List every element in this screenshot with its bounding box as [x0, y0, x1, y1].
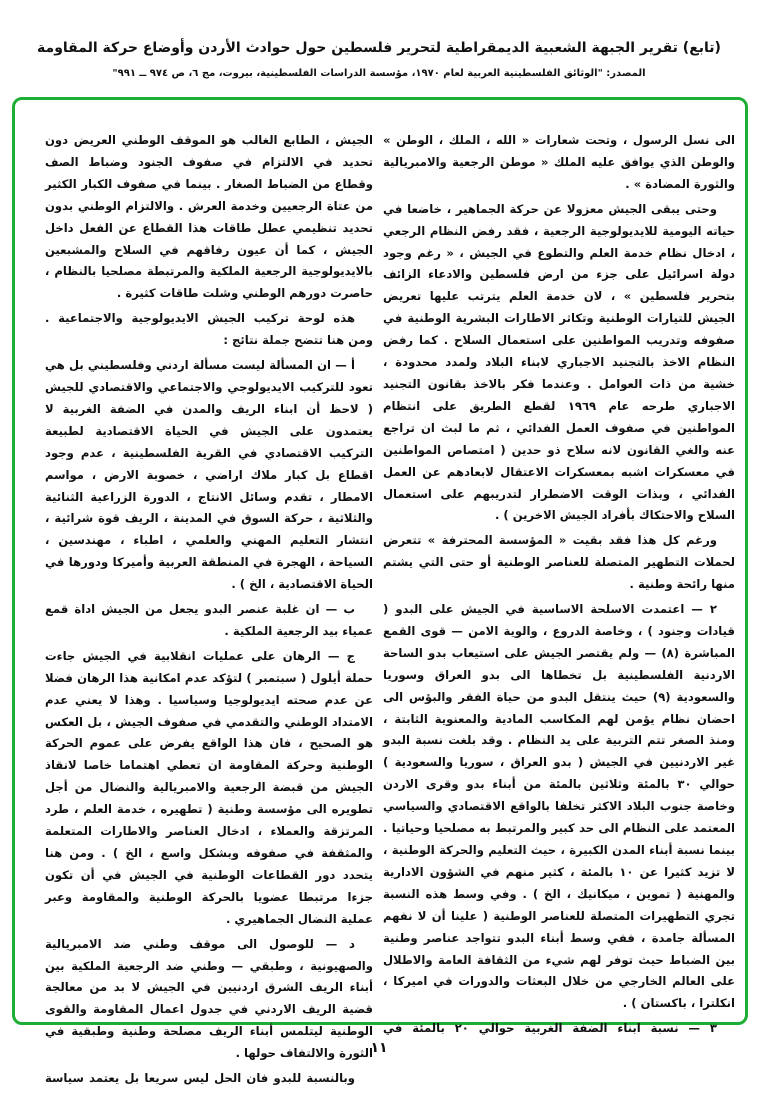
paragraph: ٣ — نسبة ابناء الضفة الغربية حوالي ٢٠ بالمئة في: [383, 1021, 717, 1036]
paragraph: ج — الرهان على عمليات انقلابية في الجيش جاءت حملة أيلول ( سبتمبر ) لتؤكد عدم امكانية هذا الرهان فضلا عن عدم صحته ايديولوجيا وسياسيا . وهذا لا يعني عدم الامتداد الوطني والتقدمي في صفوف الجيش ، بل العكس هو الصحيح ، فان هذا الواقع يفرض على عموم الحركة الوطنية وحركة المقاومة ان تعطي اهتماما خاصا لانقاذ الجيش من قبضة الرجعية والامبريالية والنضال من أجل تطويره الى مؤسسة وطنية ( تطهيره ، خدمة العلم ، طرد المرتزقة والعملاء ، ادخال العناصر والاطارات المتعلمة والمثقفة في صفوفه وبشكل واسع ، الخ ) . ومن هنا يتحدد دور القطاعات الوطنية في الجيش في أن تكون جزءا مرتبطا عضويا بالحركة الوطنية والمقاومة وعبر عملية النضال الجماهيري .: [45, 648, 373, 926]
paragraph: د — للوصول الى موقف وطني ضد الامبريالية والصهيونية ، وطبقي — وطني ضد الرجعية الملكية بين أبناء الريف الشرق اردنيين في الجيش لا بد من معالجة قضية الريف الاردني في جدول اعمال المقاومة والقوى الوطنية ليتلمس أبناء الريف مصلحة وطنية وطبقية في الثورة والالتفاف حولها .: [45, 936, 373, 1061]
paragraph: ٢ — اعتمدت الاسلحة الاساسية في الجيش على البدو ( قيادات وجنود ) ، وخاصة الدروع ، والوية الامن — قوى القمع المباشرة (٨) — ولم يقتصر الجيش على استيعاب بدو الساحة الاردنية الفلسطينية بل تخطاها الى بدو العراق وسوريا والسعودية (٩) حيث ينتقل البدو من حياة الفقر والبؤس الى احضان نظام يؤمن لهم المكاسب المادية والمعنوية الثابتة ، ومنذ الصغر تتم التربية على يد النظام . وقد بلغت نسبة البدو غير الاردنيين في الجيش ( بدو العراق ، سوريا والسعودية ) حوالي ٣٠ بالمئة وثلاثين بالمئة من أبناء بدو وقرى الاردن وخاصة جنوب البلاد الاكثر تخلفا بالواقع الاقتصادي والسياسي المعتمد على النظام الى حد كبير والمرتبط به مصلحيا وحياتيا . بينما نسبة أبناء المدن الكبيرة ، حيث التعليم والحركة الوطنية ، لا تزيد كثيرا عن ١٠ بالمئة ، كثير منهم في الشؤون الادارية والمهنية ( تموين ، ميكانيك ، الخ ) . وفي وسط هذه النسبة تجري التطهيرات المتصلة للعناصر الوطنية ( علينا أن لا نفهم المسألة جامدة ، ففي وسط أبناء البدو تتواجد عناصر وطنية بين الضباط حيث توفر لهم شيء من الثقافة العامة والاطلال على العالم الخارجي من خلال البعثات والدورات في اميركا ، انكلترا ، باكستان ) .: [383, 602, 736, 1011]
paragraph: ب — ان غلبة عنصر البدو يجعل من الجيش اداة قمع عمياء بيد الرجعية الملكية .: [45, 602, 373, 638]
paragraph: الى نسل الرسول ، وتحت شعارات « الله ، الملك ، الوطن » والوطن الذي يوافق عليه الملك « موطن الرجعية والامبريالية والثورة المضادة » .: [383, 133, 735, 191]
paragraph: وبالنسبة للبدو فان الحل ليس سريعا بل يعتمد سياسة: [45, 1071, 355, 1086]
paragraph: ورغم كل هذا فقد بقيت « المؤسسة المحترفة » تتعرض لحملات التطهير المتصلة للعناصر الوطنية أو حتى التي يشتم منها رائحة وطنية .: [383, 533, 735, 592]
document-title: (تابع) تقرير الجبهة الشعبية الديمقراطية لتحرير فلسطين حول حوادث الأردن وأوضاع حركة المقاومة: [37, 40, 721, 56]
paragraph: الجيش ، الطابع الغالب هو الموقف الوطني العريض دون تحديد في الالتزام في صفوف الجنود وضباط الصف وقطاع من الضباط الصغار . بينما في صفوف الكبار الكثير من عتاة الرجعيين وخدمة العرش . والالتزام الوطني بدون تحديد تنظيمي عطل طاقات هذا القطاع عن الفعل داخل الجيش ، كما أن عيون رفاقهم في السلاح والمشبعين بالايديولوجية الرجعية الملكية والمرتبطة مصلحيا بالنظام ، حاصرت دورهم الوطني وشلت طاقات كثيرة .: [45, 133, 373, 301]
page-number: ١١: [370, 1040, 388, 1056]
right-column: [383, 130, 735, 1043]
paragraph: أ — ان المسألة ليست مسألة اردني وفلسطيني بل هي تعود للتركيب الايديولوجي والاجتماعي والاقتصادي للجيش ( لاحظ أن ابناء الريف والمدن في الضفة الغربية لا يعتمدون على الجيش في الحياة الاقتصادية لطبيعة التركيب الاقتصادي في القرية الفلسطينية ، عدم وجود اقطاع بل كبار ملاك اراضي ، خصوبة الارض ، مواسم الامطار ، تقدم وسائل الانتاج ، الدورة الزراعية الثنائية والثلاثية ، حركة السوق في المدينة ، الريف قوة شرائية ، انتشار التعليم المهني والعلمي ، اطباء ، مهندسين ، السياحة ، الهجرة في المنطقة العربية وأميركا ودورها في الحياة الاقتصادية ، الخ ) .: [45, 358, 373, 592]
paragraph: هذه لوحة تركيب الجيش الايديولوجية والاجتماعية . ومن هنا تتضح جملة نتائج :: [45, 311, 373, 348]
left-column: [45, 130, 373, 1093]
paragraph: وحتى يبقى الجيش معزولا عن حركة الجماهير ، خاضعا في حياته اليومية للايديولوجية الرجعية ، فقد رفض النظام الرجعي ، ادخال نظام خدمة العلم والتطوع في الجيش ، « رغم وجود دولة اسرائيل على جزء من ارض فلسطين والادعاء الزائف بتحرير فلسطين » ، لان خدمة العلم يترتب عليها تعريض الجيش للتيارات الوطنية وتكاثر الاطارات البشرية الوطنية في صفوفه وتدريب المواطنين على استعمال السلاح . كما رفض النظام الاخذ بالتجنيد الاجباري لابناء البلاد ولمدد محدودة ، خشية من ذات العوامل . وعندما فكر بالاخذ بقانون التجنيد الاجباري طرحه عام ١٩٦٩ لقطع الطريق على انتظام المواطنين في صفوف العمل الفدائي ، ثم ما لبث ان تراجع عنه والغي القانون لانه سلاح ذو حدين ( امتصاص المواطنين في معسكرات اشبه بمعسكرات الاعتقال لابعادهم عن العمل الفدائي ، وبذات الوقت الاضطرار لتدريبهم على استعمال السلاح والاحتكاك بأفراد الجيش الاخرين ) .: [383, 201, 736, 523]
source-citation: المصدر: "الوثائق الفلسطينية العربية لعام ١٩٧٠، مؤسسة الدراسات الفلسطينية، بيروت، مج ٦، ص ٩٧٤ ــ ٩٩١": [112, 68, 646, 79]
